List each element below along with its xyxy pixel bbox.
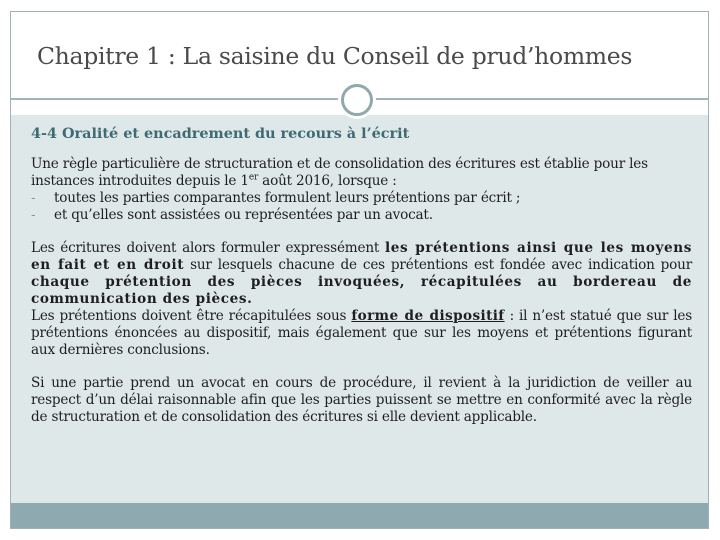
bullet-text: toutes les parties comparantes formulent leurs prétentions par écrit ; — [54, 190, 521, 206]
intro-text-a: Une règle particulière de structuration et de consolidation des écritures est établie pour les instances introduites depuis le 1 — [31, 156, 648, 189]
text-run: Les prétentions doivent être récapitulées sous — [31, 308, 352, 324]
footer-bar — [11, 503, 708, 528]
bullet-marker: - — [31, 207, 36, 223]
bullet-item-2 — [31, 207, 692, 224]
section-heading: 4-4 Oralité et encadrement du recours à l’écrit — [31, 125, 410, 142]
slide-title: Chapitre 1 : La saisine du Conseil de prud’hommes — [37, 42, 633, 70]
body-text — [31, 125, 692, 426]
intro-text-b: août 2016, lorsque : — [258, 173, 397, 189]
circle-ornament-icon — [338, 81, 376, 119]
text-run: sur lesquels chacune de ces prétentions est fondée avec indication pour — [184, 257, 692, 273]
bullet-text: et qu’elles sont assistées ou représentées par un avocat. — [54, 207, 433, 223]
requirements-paragraph — [31, 240, 692, 308]
intro-paragraph — [31, 156, 692, 190]
dispositif-paragraph — [31, 308, 692, 359]
bullet-item-1 — [31, 190, 692, 207]
slide — [10, 11, 709, 529]
bold-run: chaque prétention des pièces invoquées, récapitulées au bordereau de communication des pièces. — [31, 274, 692, 307]
text-run: Les écritures doivent alors formuler expressément — [31, 240, 385, 256]
underlined-run: forme de dispositif — [351, 308, 505, 324]
content-panel — [11, 115, 708, 504]
lawyer-paragraph: Si une partie prend un avocat en cours de procédure, il revient à la juridiction de veiller au respect d’un délai raisonnable afin que les parties puissent se mettre en conformité avec la règle de structuration et de consolidation des écritures si elle devient applicable. — [31, 375, 692, 425]
ordinal-suffix: er — [248, 172, 259, 183]
text-run: : il n’est statué que sur les prétentions énoncées au dispositif, mais également que sur les moyens et prétentions figurant aux dernières conclusions. — [31, 308, 692, 358]
bullet-marker: - — [31, 190, 36, 206]
bold-run: les prétentions ainsi que les moyens en fait et en droit — [31, 240, 692, 273]
